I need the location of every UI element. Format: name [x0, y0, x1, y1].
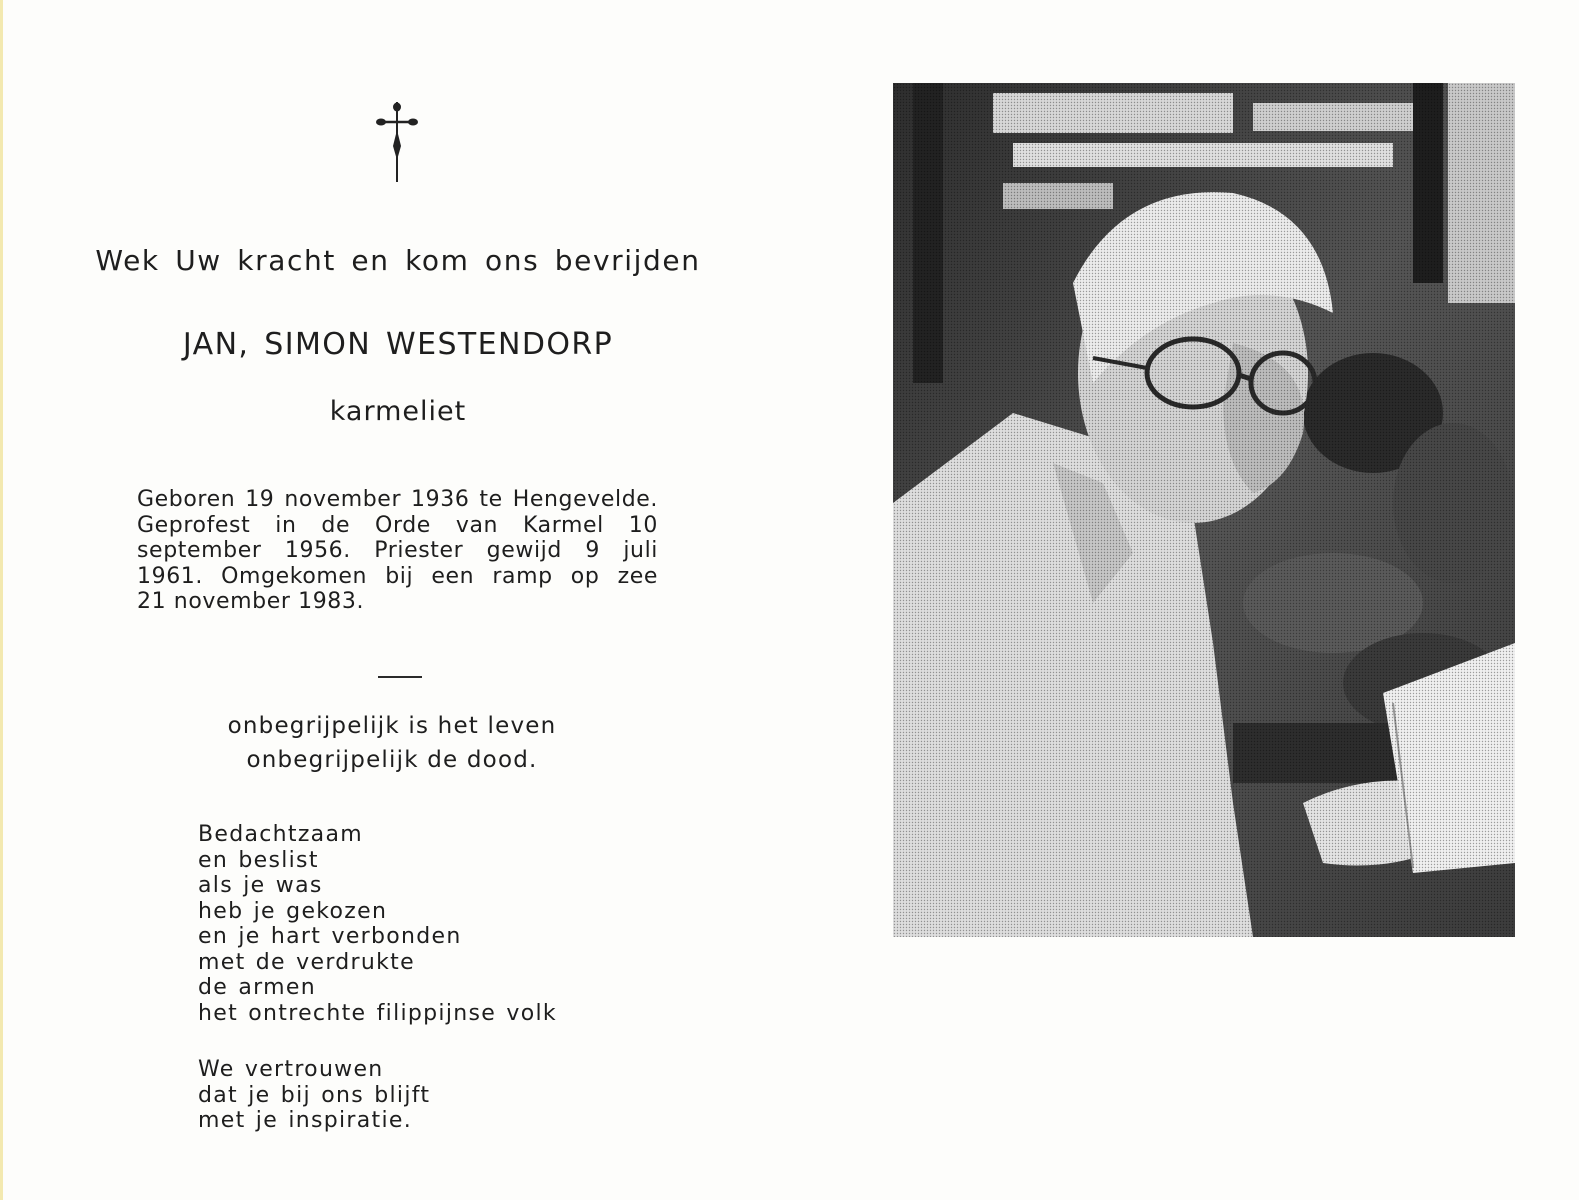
deceased-name: JAN, SIMON WESTENDORP	[182, 327, 614, 362]
bio-line: september 1956. Priester gewijd 9 juli	[137, 538, 658, 563]
paper-edge	[0, 0, 3, 1200]
quote-line: onbegrijpelijk is het leven	[227, 713, 557, 739]
bio-line: 21 november 1983.	[137, 589, 365, 614]
poem-line: de armen	[198, 975, 316, 1000]
bio-line: 1961. Omgekomen bij een ramp op zee	[137, 563, 658, 589]
poem-line: en beslist	[198, 847, 319, 873]
biography	[137, 487, 658, 615]
deceased-role: karmeliet	[329, 396, 467, 427]
poem-line: Bedachtzaam	[198, 822, 363, 847]
portrait-photo-drawing	[893, 83, 1515, 937]
poem-line: heb je gekozen	[198, 898, 388, 924]
bio-line: Geprofest in de Orde van Karmel 10	[137, 512, 658, 538]
poem-line: en je hart verbonden	[198, 924, 462, 949]
quote-line: onbegrijpelijk de dood.	[246, 747, 538, 773]
motto: Wek Uw kracht en kom ons bevrijden	[95, 244, 701, 277]
poem-line: het ontrechte filippijnse volk	[198, 1000, 557, 1026]
poem-line: We vertrouwen	[198, 1057, 384, 1082]
poem-line: met je inspiratie.	[198, 1108, 413, 1133]
poem-line: dat je bij ons blijft	[198, 1082, 431, 1108]
poem-line: als je was	[198, 873, 323, 898]
portrait-photo	[893, 83, 1515, 937]
divider	[378, 676, 422, 678]
poem-stanza	[198, 1057, 430, 1134]
poem-stanza	[198, 822, 557, 1026]
poem-line: met de verdrukte	[198, 949, 415, 975]
cross-icon	[372, 98, 422, 188]
bio-line: Geboren 19 november 1936 te Hengevelde.	[137, 487, 658, 512]
